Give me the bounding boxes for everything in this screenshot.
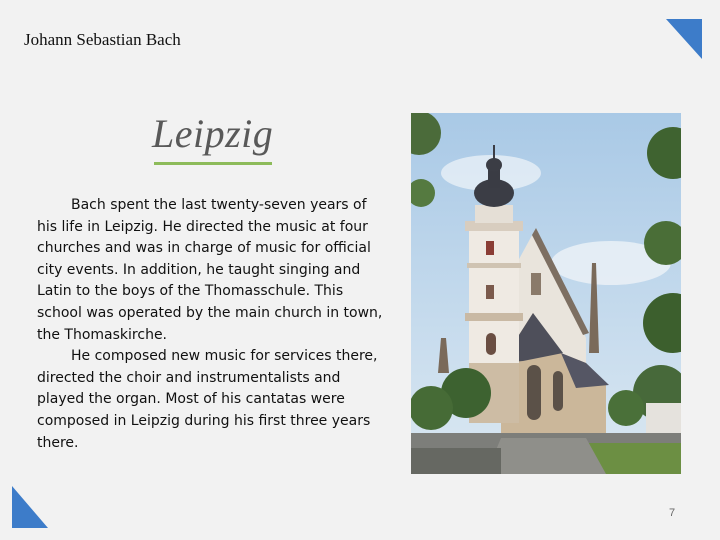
body-text: [37, 195, 389, 454]
slide-title: Leipzig: [152, 111, 274, 156]
paragraph-1: Bach spent the last twenty-seven years of his life in Leipzig. He directed the music at four churches and was in charge of music for official city events. In addition, he taught singing and Latin to the boys of the Thomasschule. This school was operated by the main church in town, the Thomaskirche.: [37, 197, 383, 343]
paragraph-2: He composed new music for services there, directed the choir and instrumentalists and played the organ. Most of his cantatas were composed in Leipzig during his first three years there.: [37, 348, 378, 451]
title-underline: [154, 162, 272, 165]
header-title: Johann Sebastian Bach: [24, 30, 181, 49]
corner-triangle-bottom-left: [12, 486, 48, 528]
page-number: 7: [669, 507, 676, 519]
corner-triangle-top-right: [666, 19, 702, 59]
thomaskirche-photo: [411, 113, 681, 474]
